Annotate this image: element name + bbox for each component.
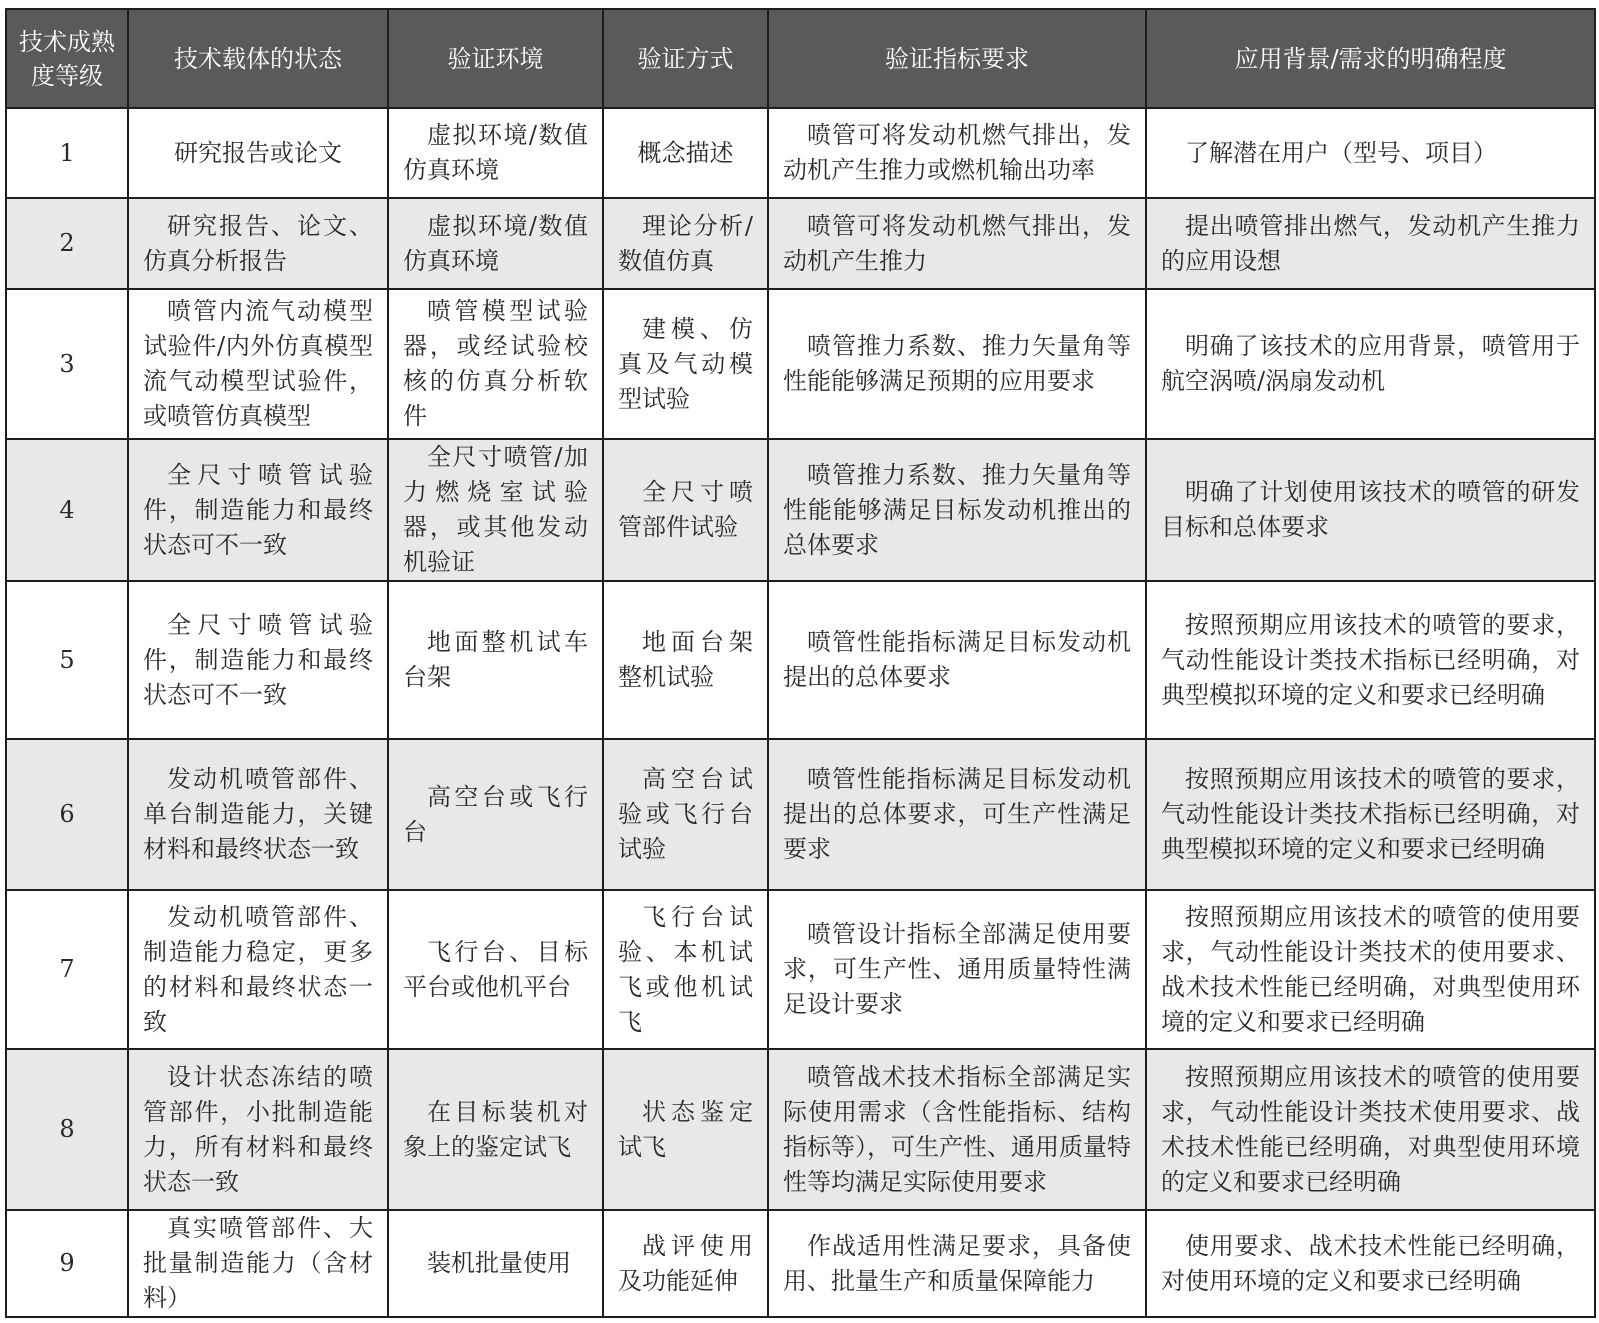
cell-background: 按照预期应用该技术的喷管的要求，气动性能设计类技术指标已经明确，对典型模拟环境的定义和要求已经明确 <box>1146 739 1595 890</box>
cell-indicator: 喷管可将发动机燃气排出，发动机产生推力或燃机输出功率 <box>768 108 1146 198</box>
cell-background: 明确了该技术的应用背景，喷管用于航空涡喷/涡扇发动机 <box>1146 289 1595 439</box>
table-row <box>6 108 1595 198</box>
cell-method: 状态鉴定试飞 <box>603 1049 768 1210</box>
table-row <box>6 198 1595 289</box>
cell-background: 按照预期应用该技术的喷管的使用要求，气动性能设计类技术使用要求、战术技术性能已经明确，对典型使用环境的定义和要求已经明确 <box>1146 1049 1595 1210</box>
header-verification-indicator: 验证指标要求 <box>768 9 1146 108</box>
cell-indicator: 喷管性能指标满足目标发动机提出的总体要求 <box>768 581 1146 739</box>
cell-indicator: 喷管推力系数、推力矢量角等性能能够满足预期的应用要求 <box>768 289 1146 439</box>
cell-carrier: 喷管内流气动模型试验件/内外仿真模型流气动模型试验件，或喷管仿真模型 <box>128 289 388 439</box>
cell-indicator: 喷管设计指标全部满足使用要求，可生产性、通用质量特性满足设计要求 <box>768 890 1146 1049</box>
cell-level: 6 <box>6 739 128 890</box>
cell-indicator: 喷管可将发动机燃气排出，发动机产生推力 <box>768 198 1146 289</box>
cell-env: 高空台或飞行台 <box>388 739 603 890</box>
trl-table <box>5 8 1596 1318</box>
cell-method: 飞行台试验、本机试飞或他机试飞 <box>603 890 768 1049</box>
cell-env: 喷管模型试验器，或经试验校核的仿真分析软件 <box>388 289 603 439</box>
cell-method: 地面台架整机试验 <box>603 581 768 739</box>
cell-indicator: 喷管推力系数、推力矢量角等性能能够满足目标发动机推出的总体要求 <box>768 439 1146 581</box>
header-verification-method: 验证方式 <box>603 9 768 108</box>
cell-carrier: 研究报告或论文 <box>128 108 388 198</box>
table-row <box>6 1210 1595 1317</box>
cell-env: 装机批量使用 <box>388 1210 603 1317</box>
cell-background: 明确了计划使用该技术的喷管的研发目标和总体要求 <box>1146 439 1595 581</box>
trl-table-container <box>5 8 1594 1318</box>
cell-method: 高空台试验或飞行台试验 <box>603 739 768 890</box>
table-row <box>6 289 1595 439</box>
header-application-background: 应用背景/需求的明确程度 <box>1146 9 1595 108</box>
cell-background: 提出喷管排出燃气，发动机产生推力的应用设想 <box>1146 198 1595 289</box>
cell-level: 4 <box>6 439 128 581</box>
cell-env: 虚拟环境/数值仿真环境 <box>388 108 603 198</box>
cell-indicator: 作战适用性满足要求，具备使用、批量生产和质量保障能力 <box>768 1210 1146 1317</box>
cell-level: 8 <box>6 1049 128 1210</box>
cell-carrier: 研究报告、论文、仿真分析报告 <box>128 198 388 289</box>
cell-method: 概念描述 <box>603 108 768 198</box>
table-row <box>6 1049 1595 1210</box>
cell-background: 使用要求、战术技术性能已经明确，对使用环境的定义和要求已经明确 <box>1146 1210 1595 1317</box>
cell-carrier: 全尺寸喷管试验件，制造能力和最终状态可不一致 <box>128 581 388 739</box>
header-carrier-state: 技术载体的状态 <box>128 9 388 108</box>
table-row <box>6 739 1595 890</box>
cell-indicator: 喷管战术技术指标全部满足实际使用需求（含性能指标、结构指标等），可生产性、通用质量特性等均满足实际使用要求 <box>768 1049 1146 1210</box>
cell-env: 虚拟环境/数值仿真环境 <box>388 198 603 289</box>
header-verification-env: 验证环境 <box>388 9 603 108</box>
table-row <box>6 439 1595 581</box>
cell-carrier: 全尺寸喷管试验件，制造能力和最终状态可不一致 <box>128 439 388 581</box>
cell-background: 按照预期应用该技术的喷管的使用要求，气动性能设计类技术的使用要求、战术技术性能已经明确，对典型使用环境的定义和要求已经明确 <box>1146 890 1595 1049</box>
cell-method: 全尺寸喷管部件试验 <box>603 439 768 581</box>
cell-env: 飞行台、目标平台或他机平台 <box>388 890 603 1049</box>
cell-method: 战评使用及功能延伸 <box>603 1210 768 1317</box>
cell-carrier: 设计状态冻结的喷管部件，小批制造能力，所有材料和最终状态一致 <box>128 1049 388 1210</box>
cell-env: 地面整机试车台架 <box>388 581 603 739</box>
cell-level: 5 <box>6 581 128 739</box>
header-trl-level: 技术成熟度等级 <box>6 9 128 108</box>
cell-indicator: 喷管性能指标满足目标发动机提出的总体要求，可生产性满足要求 <box>768 739 1146 890</box>
cell-carrier: 真实喷管部件、大批量制造能力（含材料） <box>128 1210 388 1317</box>
cell-carrier: 发动机喷管部件、制造能力稳定，更多的材料和最终状态一致 <box>128 890 388 1049</box>
cell-level: 3 <box>6 289 128 439</box>
cell-method: 建模、仿真及气动模型试验 <box>603 289 768 439</box>
table-row <box>6 890 1595 1049</box>
table-header-row <box>6 9 1595 108</box>
cell-carrier: 发动机喷管部件、单台制造能力，关键材料和最终状态一致 <box>128 739 388 890</box>
cell-background: 了解潜在用户（型号、项目） <box>1146 108 1595 198</box>
cell-level: 2 <box>6 198 128 289</box>
cell-env: 全尺寸喷管/加力燃烧室试验器，或其他发动机验证 <box>388 439 603 581</box>
cell-level: 1 <box>6 108 128 198</box>
cell-level: 9 <box>6 1210 128 1317</box>
cell-background: 按照预期应用该技术的喷管的要求，气动性能设计类技术指标已经明确，对典型模拟环境的定义和要求已经明确 <box>1146 581 1595 739</box>
table-row <box>6 581 1595 739</box>
cell-env: 在目标装机对象上的鉴定试飞 <box>388 1049 603 1210</box>
cell-level: 7 <box>6 890 128 1049</box>
cell-method: 理论分析/数值仿真 <box>603 198 768 289</box>
